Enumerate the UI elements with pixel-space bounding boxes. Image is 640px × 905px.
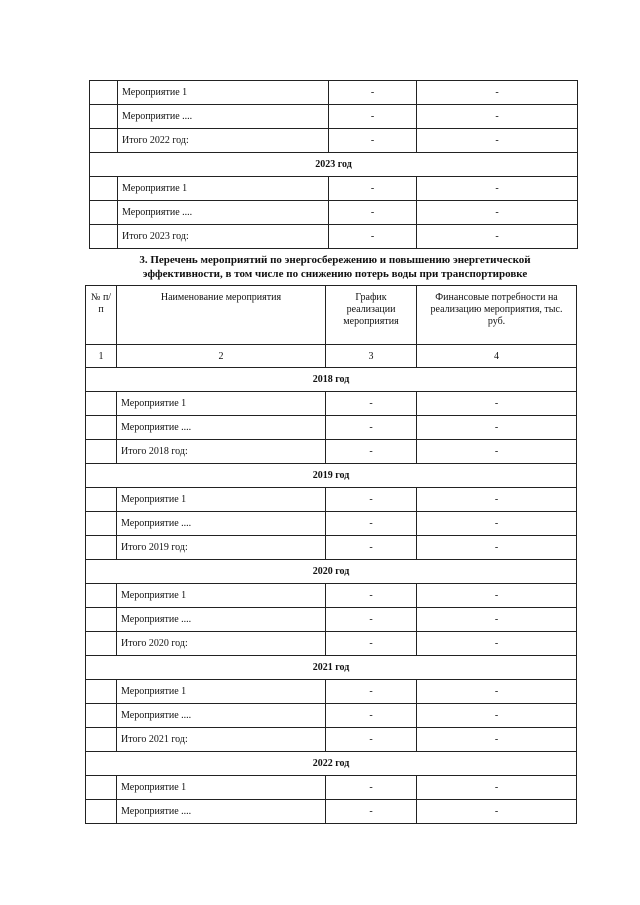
table-row <box>86 728 577 752</box>
measure-name-cell: Мероприятие 1 <box>117 392 326 416</box>
schedule-cell: - <box>326 392 417 416</box>
measure-name-cell: Итого 2023 год: <box>118 225 329 249</box>
row-number-cell <box>86 704 117 728</box>
schedule-cell: - <box>326 584 417 608</box>
year-row <box>86 560 577 584</box>
schedule-cell: - <box>326 608 417 632</box>
schedule-cell: - <box>329 129 417 153</box>
year-label: 2021 год <box>86 656 577 680</box>
measure-name-cell: Мероприятие .... <box>117 416 326 440</box>
top-table <box>89 80 578 249</box>
row-number-cell <box>86 728 117 752</box>
measure-name-cell: Мероприятие .... <box>118 201 329 225</box>
row-number-cell <box>86 776 117 800</box>
schedule-cell: - <box>329 105 417 129</box>
finance-cell: - <box>417 728 577 752</box>
header-finance: Финансовые потребности на реализацию мероприятия, тыс. руб. <box>417 286 577 345</box>
year-row <box>86 464 577 488</box>
column-number: 3 <box>326 345 417 368</box>
row-number-cell <box>90 177 118 201</box>
table-row <box>86 512 577 536</box>
table-row <box>86 608 577 632</box>
schedule-cell: - <box>326 776 417 800</box>
measure-name-cell: Мероприятие .... <box>117 512 326 536</box>
finance-cell: - <box>417 704 577 728</box>
row-number-cell <box>86 584 117 608</box>
schedule-cell: - <box>326 440 417 464</box>
table-row <box>86 776 577 800</box>
header-number: № п/п <box>86 286 117 345</box>
table-row <box>86 488 577 512</box>
top-table-body <box>90 81 578 249</box>
row-number-cell <box>86 440 117 464</box>
row-number-cell <box>86 680 117 704</box>
table-row <box>90 225 578 249</box>
finance-cell: - <box>417 584 577 608</box>
measure-name-cell: Итого 2019 год: <box>117 536 326 560</box>
table-row <box>90 201 578 225</box>
measure-name-cell: Мероприятие .... <box>117 608 326 632</box>
finance-cell: - <box>417 225 578 249</box>
finance-cell: - <box>417 416 577 440</box>
schedule-cell: - <box>326 800 417 824</box>
row-number-cell <box>90 201 118 225</box>
schedule-cell: - <box>326 704 417 728</box>
main-table <box>85 285 577 824</box>
measure-name-cell: Мероприятие 1 <box>117 776 326 800</box>
measure-name-cell: Мероприятие 1 <box>117 584 326 608</box>
year-row <box>90 153 578 177</box>
finance-cell: - <box>417 776 577 800</box>
year-label: 2019 год <box>86 464 577 488</box>
header-row <box>86 286 577 345</box>
finance-cell: - <box>417 177 578 201</box>
finance-cell: - <box>417 632 577 656</box>
year-row <box>86 752 577 776</box>
row-number-cell <box>86 416 117 440</box>
table-row <box>90 81 578 105</box>
row-number-cell <box>90 105 118 129</box>
row-number-cell <box>86 536 117 560</box>
schedule-cell: - <box>326 416 417 440</box>
schedule-cell: - <box>329 177 417 201</box>
finance-cell: - <box>417 800 577 824</box>
measure-name-cell: Мероприятие .... <box>117 704 326 728</box>
row-number-cell <box>86 512 117 536</box>
measure-name-cell: Мероприятие 1 <box>118 81 329 105</box>
measure-name-cell: Мероприятие 1 <box>117 680 326 704</box>
schedule-cell: - <box>326 512 417 536</box>
header-name: Наименование мероприятия <box>117 286 326 345</box>
measure-name-cell: Мероприятие 1 <box>117 488 326 512</box>
finance-cell: - <box>417 512 577 536</box>
table-row <box>86 584 577 608</box>
finance-cell: - <box>417 536 577 560</box>
row-number-cell <box>86 488 117 512</box>
measure-name-cell: Итого 2020 год: <box>117 632 326 656</box>
year-label: 2018 год <box>86 368 577 392</box>
table-row <box>86 416 577 440</box>
measure-name-cell: Итого 2018 год: <box>117 440 326 464</box>
finance-cell: - <box>417 81 578 105</box>
schedule-cell: - <box>326 632 417 656</box>
year-row <box>86 368 577 392</box>
measure-name-cell: Мероприятие .... <box>118 105 329 129</box>
row-number-cell <box>90 81 118 105</box>
finance-cell: - <box>417 201 578 225</box>
measure-name-cell: Мероприятие 1 <box>118 177 329 201</box>
row-number-cell <box>86 632 117 656</box>
finance-cell: - <box>417 129 578 153</box>
section-title: 3. Перечень мероприятий по энергосбережению и повышению энергетической эффективности, в том числе по снижению потерь воды при транспортировке <box>139 254 531 280</box>
schedule-cell: - <box>326 680 417 704</box>
schedule-cell: - <box>326 728 417 752</box>
finance-cell: - <box>417 608 577 632</box>
schedule-cell: - <box>326 488 417 512</box>
finance-cell: - <box>417 105 578 129</box>
year-label: 2022 год <box>86 752 577 776</box>
year-label: 2020 год <box>86 560 577 584</box>
row-number-cell <box>86 608 117 632</box>
table-row <box>86 704 577 728</box>
year-label: 2023 год <box>90 153 578 177</box>
main-table-body <box>86 286 577 824</box>
measure-name-cell: Итого 2022 год: <box>118 129 329 153</box>
table-row <box>86 536 577 560</box>
measure-name-cell: Итого 2021 год: <box>117 728 326 752</box>
row-number-cell <box>90 129 118 153</box>
table-row <box>86 680 577 704</box>
table-row <box>86 632 577 656</box>
column-number: 1 <box>86 345 117 368</box>
finance-cell: - <box>417 680 577 704</box>
year-row <box>86 656 577 680</box>
table-row <box>86 800 577 824</box>
schedule-cell: - <box>326 536 417 560</box>
table-row <box>90 129 578 153</box>
table-row <box>86 392 577 416</box>
schedule-cell: - <box>329 201 417 225</box>
table-row <box>86 440 577 464</box>
row-number-cell <box>86 392 117 416</box>
finance-cell: - <box>417 392 577 416</box>
schedule-cell: - <box>329 225 417 249</box>
row-number-cell <box>90 225 118 249</box>
finance-cell: - <box>417 488 577 512</box>
measure-name-cell: Мероприятие .... <box>117 800 326 824</box>
column-number: 2 <box>117 345 326 368</box>
column-number-row <box>86 345 577 368</box>
header-schedule: График реализации мероприятия <box>326 286 417 345</box>
table-row <box>90 177 578 201</box>
finance-cell: - <box>417 440 577 464</box>
row-number-cell <box>86 800 117 824</box>
table-row <box>90 105 578 129</box>
column-number: 4 <box>417 345 577 368</box>
schedule-cell: - <box>329 81 417 105</box>
